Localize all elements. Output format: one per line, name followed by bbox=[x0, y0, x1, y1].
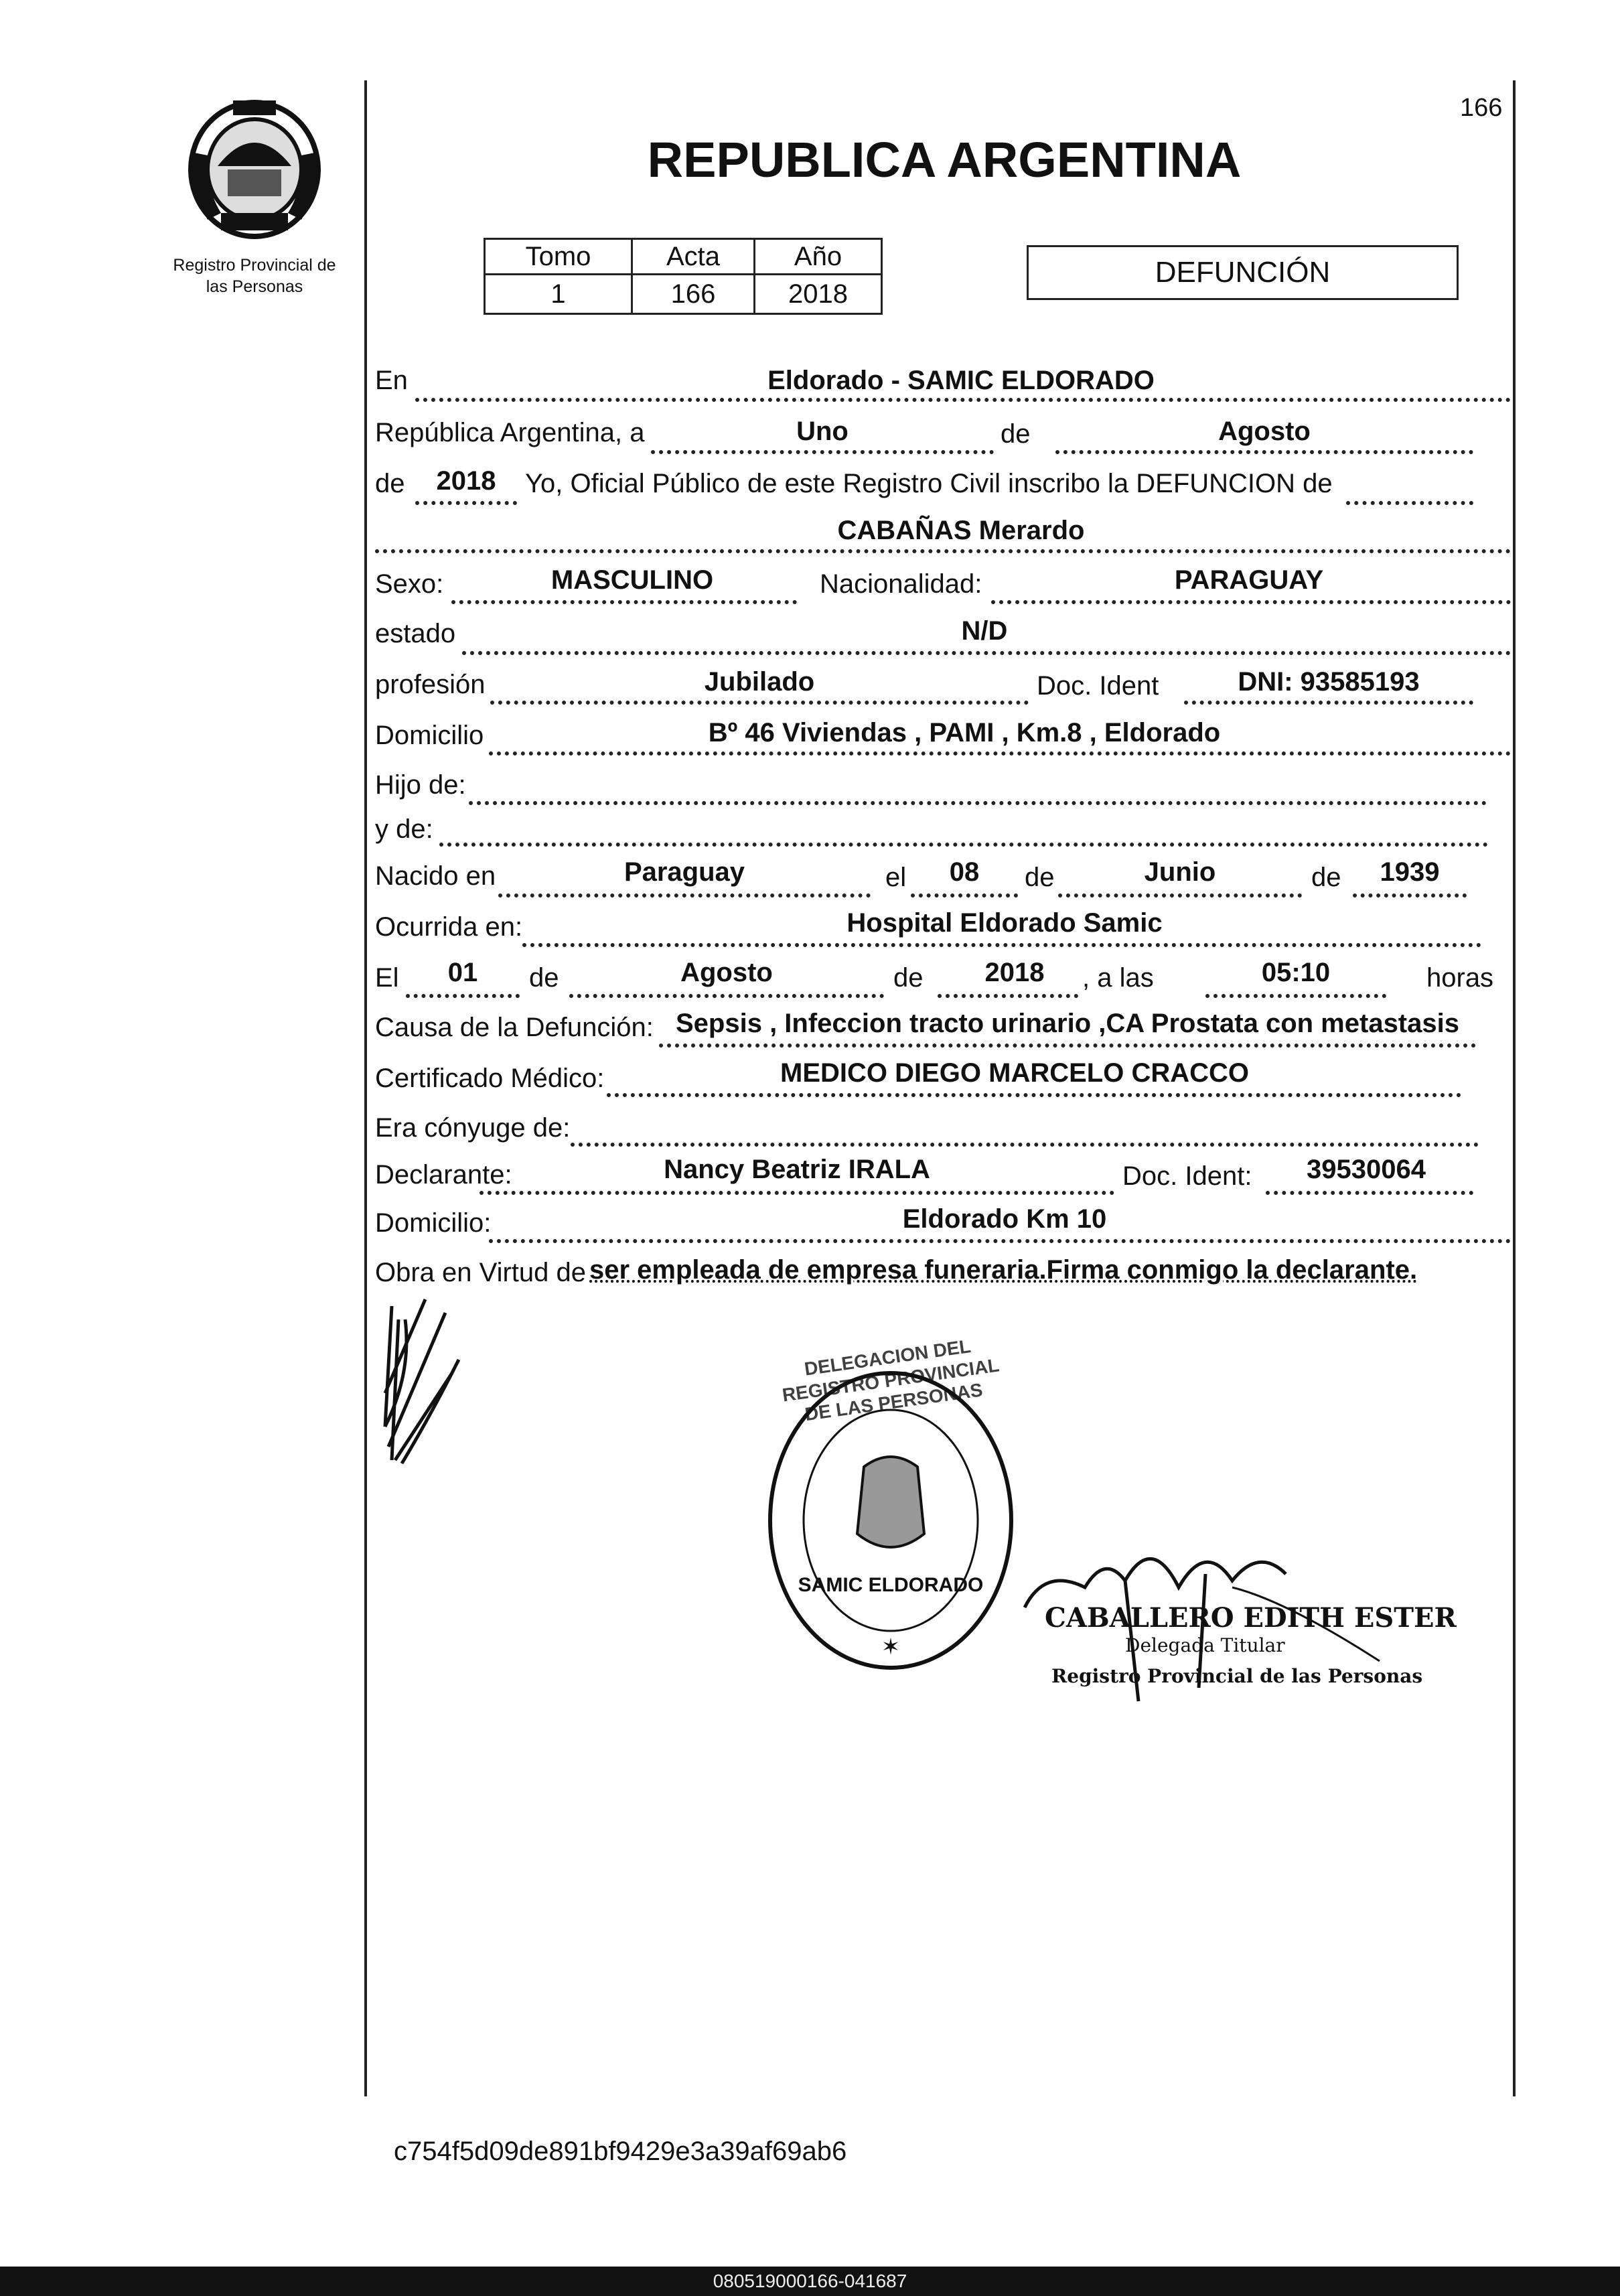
birth-day: 08 bbox=[949, 857, 980, 887]
death-month: Agosto bbox=[680, 958, 773, 987]
profesion-label: profesión bbox=[375, 670, 486, 699]
barcode-footer-bar bbox=[0, 2267, 1620, 2296]
death-year-dotted-line bbox=[938, 994, 1078, 998]
alas-label: , a las bbox=[1082, 963, 1154, 993]
en-value: Eldorado - SAMIC ELDORADO bbox=[767, 366, 1155, 395]
doc-ident-label: Doc. Ident bbox=[1037, 671, 1159, 701]
page-title: REPUBLICA ARGENTINA bbox=[647, 132, 1242, 188]
record-type-box: DEFUNCIÓN bbox=[1027, 245, 1459, 300]
death-time-dotted-line bbox=[1205, 994, 1386, 998]
certificado-value: MEDICO DIEGO MARCELO CRACCO bbox=[780, 1058, 1249, 1088]
barcode-text: 080519000166-041687 bbox=[713, 2271, 907, 2291]
document-hash: c754f5d09de891bf9429e3a39af69ab6 bbox=[394, 2137, 847, 2166]
domicilio-value: Bº 46 Viviendas , PAMI , Km.8 , Eldorado bbox=[708, 718, 1221, 747]
causa-dotted-line bbox=[659, 1044, 1476, 1048]
hijo-dotted-line bbox=[469, 801, 1487, 805]
estado-value: N/D bbox=[961, 616, 1008, 646]
death-time: 05:10 bbox=[1261, 958, 1331, 987]
hijo-label: Hijo de: bbox=[375, 770, 466, 800]
republica-label: República Argentina, a bbox=[375, 418, 645, 447]
table-header-tomo: Tomo bbox=[484, 238, 633, 275]
birth-month: Junio bbox=[1144, 857, 1216, 887]
sexo-value: MASCULINO bbox=[550, 565, 714, 595]
profesion-dotted-line bbox=[490, 701, 1029, 705]
conyuge-label: Era cónyuge de: bbox=[375, 1113, 571, 1143]
birth-year-dotted-line bbox=[1353, 893, 1467, 898]
stamp-inner-text: SAMIC ELDORADO bbox=[798, 1574, 984, 1596]
doc-ident-label-2: Doc. Ident: bbox=[1122, 1161, 1252, 1191]
de-label-2: de bbox=[375, 469, 405, 498]
obra-value: ser empleada de empresa funeraria.Firma conmigo la declarante. bbox=[589, 1255, 1418, 1285]
doc-ident-dotted-line bbox=[1184, 701, 1473, 705]
provincial-crest-logo bbox=[181, 92, 328, 240]
nacido-label: Nacido en bbox=[375, 861, 496, 891]
death-day-dotted-line bbox=[406, 994, 520, 998]
de-label-6: de bbox=[893, 963, 924, 993]
de-label-3: de bbox=[1025, 863, 1055, 892]
declarante-doc: 39530064 bbox=[1307, 1155, 1426, 1184]
el-cap-label: El bbox=[375, 963, 399, 993]
conyuge-dotted-line bbox=[571, 1143, 1479, 1147]
declarante-domicilio: Eldorado Km 10 bbox=[902, 1204, 1107, 1234]
domicilio-dotted-line bbox=[489, 751, 1511, 756]
deceased-name: CABAÑAS Merardo bbox=[837, 516, 1085, 545]
certificado-label: Certificado Médico: bbox=[375, 1064, 605, 1093]
en-dotted-line bbox=[415, 398, 1511, 402]
declarante-doc-dotted-line bbox=[1266, 1191, 1473, 1195]
left-margin-line bbox=[364, 80, 367, 2096]
year-dotted-line bbox=[415, 501, 517, 505]
yde-dotted-line bbox=[439, 843, 1488, 847]
day-word: Uno bbox=[796, 417, 849, 446]
declarante-dotted-line bbox=[480, 1191, 1114, 1195]
table-header-ano: Año bbox=[753, 238, 883, 275]
table-header-acta: Acta bbox=[631, 238, 755, 275]
birth-year: 1939 bbox=[1380, 857, 1440, 887]
domicilio-label: Domicilio bbox=[375, 721, 484, 750]
month-dotted-line bbox=[1055, 450, 1473, 454]
horas-label: horas bbox=[1426, 963, 1494, 993]
de-label-5: de bbox=[529, 963, 559, 993]
death-day: 01 bbox=[447, 958, 478, 987]
estado-label: estado bbox=[375, 619, 456, 648]
domicilio-label-2: Domicilio: bbox=[375, 1208, 492, 1238]
obra-label: Obra en Virtud de bbox=[375, 1258, 587, 1287]
declarant-signature bbox=[372, 1293, 465, 1474]
declarante-value: Nancy Beatriz IRALA bbox=[664, 1155, 930, 1184]
right-margin-line bbox=[1513, 80, 1516, 2096]
causa-value: Sepsis , Infeccion tracto urinario ,CA Prostata con metastasis bbox=[676, 1009, 1459, 1038]
registry-name-line1: Registro Provincial de bbox=[173, 256, 336, 275]
year-value: 2018 bbox=[436, 466, 496, 496]
doc-ident-value: DNI: 93585193 bbox=[1238, 667, 1420, 697]
table-value-tomo: 1 bbox=[484, 273, 633, 315]
page-number: 166 bbox=[1460, 94, 1503, 122]
ocurrida-dotted-line bbox=[522, 943, 1481, 947]
nacido-place: Paraguay bbox=[623, 857, 745, 887]
sexo-dotted-line bbox=[451, 600, 797, 604]
certificado-dotted-line bbox=[607, 1093, 1461, 1097]
causa-label: Causa de la Defunción: bbox=[375, 1013, 654, 1042]
signatory-title: Delegada Titular bbox=[1125, 1634, 1285, 1656]
profesion-value: Jubilado bbox=[704, 667, 815, 697]
yde-label: y de: bbox=[375, 814, 433, 844]
ocurrida-value: Hospital Eldorado Samic bbox=[846, 908, 1163, 938]
birth-month-dotted-line bbox=[1058, 893, 1302, 898]
table-value-ano: 2018 bbox=[753, 273, 883, 315]
ocurrida-label: Ocurrida en: bbox=[375, 912, 523, 942]
de-label-4: de bbox=[1311, 863, 1341, 892]
yo-dotted-line bbox=[1346, 501, 1473, 505]
declarante-label: Declarante: bbox=[375, 1160, 512, 1190]
table-value-acta: 166 bbox=[631, 273, 755, 315]
domicilio-2-dotted-line bbox=[489, 1239, 1511, 1243]
birth-day-dotted-line bbox=[911, 893, 1018, 898]
estado-dotted-line bbox=[462, 651, 1511, 655]
registry-name-line2: las Personas bbox=[206, 277, 303, 296]
nacionalidad-dotted-line bbox=[991, 600, 1511, 604]
nacionalidad-label: Nacionalidad: bbox=[820, 569, 982, 599]
el-label: el bbox=[885, 863, 907, 892]
death-year: 2018 bbox=[984, 958, 1045, 987]
stamp-ring-text: DELEGACION DEL REGISTRO PROVINCIAL DE LAS PERSONAS bbox=[781, 1336, 1001, 1425]
nacido-place-dotted-line bbox=[498, 893, 871, 898]
signatory-name: CABALLERO EDITH ESTER bbox=[1045, 1602, 1457, 1634]
signatory-org: Registro Provincial de las Personas bbox=[1051, 1665, 1423, 1687]
day-dotted-line bbox=[651, 450, 994, 454]
nacionalidad-value: PARAGUAY bbox=[1174, 565, 1324, 595]
de-label-1: de bbox=[1001, 419, 1031, 449]
death-month-dotted-line bbox=[569, 994, 884, 998]
en-label: En bbox=[375, 366, 408, 395]
name-dotted-line bbox=[375, 549, 1511, 553]
svg-text:✶: ✶ bbox=[881, 1634, 901, 1660]
yo-text: Yo, Oficial Público de este Registro Civil inscribo la DEFUNCION de bbox=[525, 469, 1333, 498]
month-word: Agosto bbox=[1218, 417, 1311, 446]
sexo-label: Sexo: bbox=[375, 569, 444, 599]
